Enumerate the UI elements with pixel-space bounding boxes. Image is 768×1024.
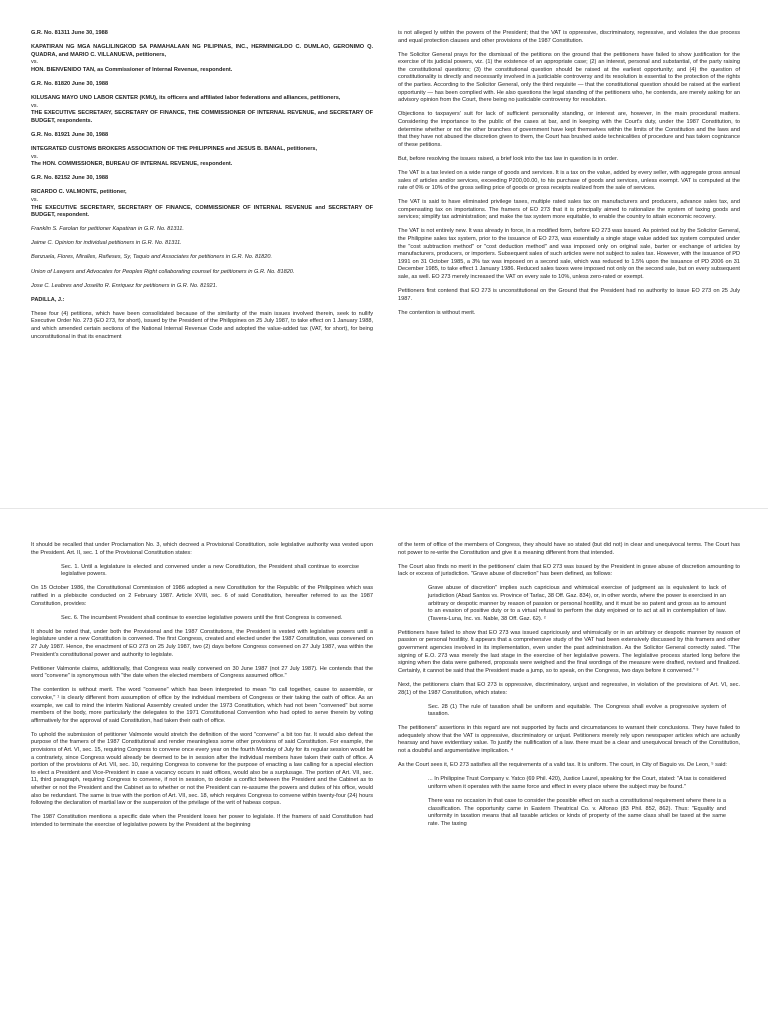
paragraph-p2l8: To uphold the submission of petitioner Valmonte would stretch the definition of the word "convene" a bit too far. It would also defeat the purpose of the framers of the 1987 Constitutional and render meaningless some other provisions of said Constitution. For example, the provisions of Art. VI, sec. 15, requiring Congress to convene once every year on the fourth Monday of July for its regular session would be a contrariety, since Congress would already be deemed to be in session after the individual members have taken their oath of office. A portion of the provisions of Art. VII, sec. 10, requiring Congress to convene for the purpose of enacting a law calling for a special election to elect a President and Vice-President in case a vacancy occurs in said offices, would also be a surplusage. The portion of Art. VII, sec. 11, third paragraph, requiring Congress to convene, if not in session, to decide a conflict between the President and the Cabinet as to whether or not the President and the Cabinet as to whether or not the President can re-assume the powers and duties of his office, would also be redundant. The same is true with the portion of Art. VII, sec. 18, which requires Congress to convene within twenty-four (24) hours following the declaration of martial law or the suspension of the privilage of the writ of habeas corpus. [31, 731, 373, 807]
page2-left-column [31, 542, 373, 836]
paragraph-case4_resp: THE EXECUTIVE SECRETARY, SECRETARY OF FINANCE, COMMISSIONER OF INTERNAL REVENUE and SECRETARY OF BUDGET, respondent. [31, 204, 373, 219]
paragraph-r7: The VAT is not entirely new. It was already in force, in a modified form, before EO 273 was issued. As pointed out by the Solicitor General, the Philippine sales tax system, prior to the issuance of EO 273, was essentially a single stage value added tax system computed under the "cost subtraction method" or "cost deduction method" and was imposed only on original sale, barter or exchange of articles by manufacturers, producers, or importers. Subsequent sales of such articles were not subject to sales tax. However, with the issuance of PD 1991 on 31 October 1985, a 3% tax was imposed on a second sale, which was reduced to 1.5% upon the issuance of PD 2006 on 31 December 1985, to take effect 1 January 1986. Reduced sales taxes were imposed not only on the second sale, but on every subsequent sale, as well. EO 273 merely increased the VAT on every sale to 10%, unless zero-rated or exempt. [398, 228, 740, 281]
paragraph-ponente: PADILLA, J.: [31, 296, 65, 303]
paragraph-p2r9: ... In Philippine Trust Company v. Yatco (69 Phil. 420), Justice Laurel, speaking for the Court, stated: "A tax is considered uniform when it operates with the same force and effect in every place where the subject may be found." [428, 776, 726, 790]
paragraph-p2r7: The petitioners" assertions in this regard are not supported by facts and circumstances to warrant their conclusions. They have failed to adequately show that the VAT is oppressive, discriminatory or unjust. Petitioners merely rely upon newspaper articles which are actually hearsay and have evidentiary value. To justify the nullification of a law. there must be a clear and unequivocal breach of the Constitution, not a doubtful and argumentative implication. ⁴ [398, 725, 740, 755]
paragraph-p2r3: Grave abuse of discretion" implies such capricious and whimsical exercise of judgment as is equivalent to lack of jurisdiction (Abad Santos vs. Province of Tarlac, 38 Off. Gaz. 834), or, in other words, where the power is exercised in an arbitrary or despotic manner by reason of passion or personal hostility, and it must be so patent and gross as to amount to an evasion of positive duty or to a virtual refusal to perform the duty enjoined or to act at all in contemplation of law. (Tavera-Luna, Inc. vs. Nable, 38 Off. Gaz. 62). ² [428, 585, 726, 622]
page-divider [0, 508, 768, 509]
paragraph-p2r5: Next, the petitioners claim that EO 273 is oppressive, discriminatory, unjust and regressive, in violation of the provisions of Art. VI, sec. 28(1) of the 1987 Constitution, which states: [398, 681, 740, 696]
paragraph-case4_vs: vs. [31, 197, 39, 203]
paragraph-counsel5: Jose C. Leabres and Joselito R. Enriquez for petitioners in G.R. No. 81921. [31, 282, 218, 289]
paragraph-counsel3: Banzuela, Flores, Miralles, Rañeses, Sy, Taquio and Associates for petitioners in G.R. No. 81820. [31, 254, 273, 261]
paragraph-p2l4: Sec. 6. The incumbent President shall continue to exercise legislative powers until the first Congress is convened. [61, 614, 343, 621]
paragraph-r6: The VAT is said to have eliminated privilege taxes, multiple rated sales tax on manufacturers and producers, advance sales tax, and compensating tax on importations. The framers of EO 273 that it is principally aimed to rationalize the system of taxing goods and services; simplify tax administration; and make the tax system more equitable, to enable the country to attain economic recovery. [398, 199, 740, 221]
paragraph-case1_no: G.R. No. 81311 June 30, 1988 [31, 30, 108, 36]
page2-right-column [398, 542, 740, 835]
paragraph-p2r1: of the term of office of the members of Congress, they should have so stated (but did not) in clear and unequivocal terms. The Court has not power to re-write the Constitution and give it a meaning different from that intended. [398, 542, 740, 556]
paragraph-r2: The Solicitor General prays for the dismissal of the petitions on the ground that the petitioners have failed to show justification for the exercise of its judicial powers, viz. (1) the existence of an appropriate case; (2) an interest, personal and substantial, of the party raising the constitutional questions; (3) the constitutional question should be raised at the earliest opportunity; and (4) the question of constitutionality is directly and necessarily involved in a justiciable controversy and its resolution is essential to the protection of the rights of the parties. According to the Solicitor General, only the third requisite — that the constitutional question should be raised at the earliest opportunity — has been complied with. He also questions the legal standing of the petitioners who, he contends, are merely asking for an advisory opinion from the Court, there being no justiciable controversy for resolution. [398, 51, 740, 104]
paragraph-r3: Objections to taxpayers' suit for lack of sufficient personality standing, or interest are, however, in the main procedural matters. Considering the importance to the public of the cases at bar, and in keeping with the Court's duty, under the 1987 Constitution, to determine whether or not the other branches of government have kept themselves within the limits of the Constitution and the laws and that they have not abused the discretion given to them, the Court has brushed aside technicalities of procedure and has taken cognizance of these petitions. [398, 111, 740, 148]
page1-right-column [398, 30, 740, 324]
paragraph-p2l2: Sec. 1. Until a legislature is elected and convened under a new Constitution, the President shall continue to exercise legislative powers. [61, 563, 359, 578]
paragraph-case3_no: G.R. No. 81921 June 30, 1988 [31, 131, 109, 138]
paragraph-case2_resp: THE EXECUTIVE SECRETARY, SECRETARY OF FINANCE, THE COMMISSIONER OF INTERNAL REVENUE, and SECRETARY OF BUDGET, respondents. [31, 110, 373, 124]
paragraph-case4_parties: RICARDO C. VALMONTE, petitioner, [31, 189, 127, 196]
paragraph-r5: The VAT is a tax levied on a wide range of goods and services. It is a tax on the value, added by every seller, with aggregate gross annual sales of articles and/or services, exceeding P200,00.00, to his purchase of goods and services, unless exempt. VAT is computed at the rate of 0% or 10% of the gross selling price of goods or gross receipts realized from the sale of services. [398, 169, 740, 192]
paragraph-p2l9: The 1987 Constitution mentions a specific date when the President loses her power to legislate. If the framers of said Constitution had intended to terminate the exercise of legislative powers by the President at the beginning [31, 814, 373, 828]
paragraph-p2l3: On 15 October 1986, the Constitutional Commission of 1986 adopted a new Constitution for the Republic of the Philippines which was ratified in a plebiscite conducted on 2 February 1987. Article XVIII, sec. 6 of said Constitution, hereafter referred to as the 1987 Constitution, provides: [31, 585, 373, 607]
paragraph-r8: Petitioners first contend that EO 273 is unconstitutional on the Ground that the President had no authority to issue EO 273 on 25 July 1987. [398, 288, 740, 302]
document-page-2 [0, 512, 768, 1024]
paragraph-p2r2: The Court also finds no merit in the petitioners' claim that EO 273 was issued by the President in grave abuse of discretion amounting to lack or excess of jurisdiction. "Grave abuse of discretion" has been defined, as follows: [398, 563, 740, 578]
paragraph-p2l5: It should be noted that, under both the Provisional and the 1987 Constitutions, the President is vested with legislative powers until a legislature under a new Constitution is convened. The first Congress, created and elected under the 1987 Constitution, was convened on 27 July 1987. Hence, the enactment of EO 273 on 25 July 1987, two (2) days before Congress convened on 27 July 1987, was within the President's constitutional power and authority to legislate. [31, 628, 373, 658]
paragraph-p2l7: The contention is without merit. The word "convene" which has been interpreted to mean "to call together, cause to assemble, or convoke," ¹ is clearly different from assumption of office by the individual members of Congress or their taking the oath of office. As an example, we call to mind the interim National Assembly created under the 1973 Constitution, which had not been "convened" but some members of the body, more particularly the delegates to the 1971 Constitutional Convention who had opted to serve therein by voting affirmatively for the approval of said Constitution, had taken their oath of office. [31, 687, 373, 724]
paragraph-p2r8: As the Court sees it, EO 273 satisfies all the requirements of a valid tax. It is uniform. The court, in City of Baguio vs. De Leon, ⁵ said: [398, 762, 727, 769]
paragraph-case2_no: G.R. No. 81820 June 30, 1988 [31, 80, 109, 87]
paragraph-p2r10: There was no occasion in that case to consider the possible effect on such a constitutional requirement where there is a classification. The opportunity came in Eastern Theatrical Co. v. Alfonso (83 Phil. 852, 862). Thus: "Equality and uniformity in taxation means that all taxable articles or kinds of property of the same class shall be taxed at the same rate. The taxing [428, 797, 726, 827]
paragraph-r1: is not alleged ly within the powers of the President; that the VAT is oppressive, discriminatory, regressive, and violates the due process and equal protection clauses and other provisions of the 1987 Constitution. [398, 30, 740, 44]
paragraph-p2l1: It should be recalled that under Proclamation No. 3, which decreed a Provisional Constitution, sole legislative authority was vested upon the President. Art. II, sec. 1 of the Provisional Constitution states: [31, 542, 373, 556]
paragraph-case1_vs: vs. [31, 59, 39, 66]
paragraph-case3_parties: INTEGRATED CUSTOMS BROKERS ASSOCIATION OF THE PHILIPPINES and JESUS B. BANAL, petitioners, [31, 146, 318, 153]
paragraph-case3_vs: vs. [31, 153, 39, 160]
paragraph-case1_parties: KAPATIRAN NG MGA NAGLILINGKOD SA PAMAHALAAN NG PILIPINAS, INC., HERMINIGILDO C. DUMLAO, GERONIMO Q. QUADRA, and MARIO C. VILLANUEVA, petitioners, [31, 44, 373, 58]
paragraph-p2l6: Petitioner Valmonte claims, additionally, that Congress was really convened on 30 June 1987 (not 27 July 1987). He contends that the word "convene" is synonymous with "the date when the elected members of Congress assumed office." [31, 665, 373, 680]
paragraph-counsel2: Jaime C. Opinion for individual petitioners in G.R. No. 81311. [31, 240, 182, 247]
paragraph-case2_vs: vs. [31, 102, 39, 109]
paragraph-case3_resp: The HON. COMMISSIONER, BUREAU OF INTERNAL REVENUE, respondent. [31, 161, 233, 168]
paragraph-case4_no: G.R. No. 82152 June 30, 1988 [31, 175, 109, 182]
paragraph-r9: The contention is without merit. [398, 309, 476, 316]
paragraph-intro: These four (4) petitions, which have been consolidated because of the similarity of the main issues involved therein, seek to nullify Executive Order No. 273 (EO 273, for short), issued by the President of the Philippines on 25 July 1987, to take effect on 1 January 1988, and which amended certain sections of the National Internal Revenue Code and adopted the value-added tax (VAT, for short), for being unconstitutional in that its enactment [31, 310, 373, 340]
paragraph-r4: But, before resolving the issues raised, a brief look into the tax law in question is in order. [398, 155, 619, 162]
paragraph-p2r4: Petitioners have failed to show that EO 273 was issued capriciously and whimsically or in an arbitrary or despotic manner by reason of passion or personal hostility. It appears that a comprehensive study of the VAT had been extensively discussed by this framers and other government agencies involved in its implementation, even under the past administration. As the Solicitor General correctly sated. "The signing of E.O. 273 was merely the last stage in the exercise of her legislative powers. The legislative process started long before the signing when the data were gathered, proposals were weighed and the final wordings of the measure were drafted, revised and finalized. Certainly, it cannot be said that the President made a jump, so to speak, on the Congress, two days before it convened." ³ [398, 629, 740, 674]
paragraph-counsel4: Union of Lawyers and Advocates for Peoples Right collaborating counsel for petitioners in G.R. No. 81820. [31, 268, 295, 275]
paragraph-case1_resp: HON. BIENVENIDO TAN, as Commissioner of Internal Revenue, respondent. [31, 66, 233, 73]
paragraph-p2r6: Sec. 28 (1) The rule of taxation shall be uniform and equitable. The Congress shall evolve a progressive system of taxation. [428, 703, 726, 718]
page1-left-column [31, 30, 373, 348]
paragraph-case2_parties: KILUSANG MAYO UNO LABOR CENTER (KMU), its officers and affiliated labor federations and alliances, petitioners, [31, 95, 341, 102]
paragraph-counsel1: Franklin S. Farolan for petitioner Kapatiran in G.R. No. 81311. [31, 226, 184, 233]
